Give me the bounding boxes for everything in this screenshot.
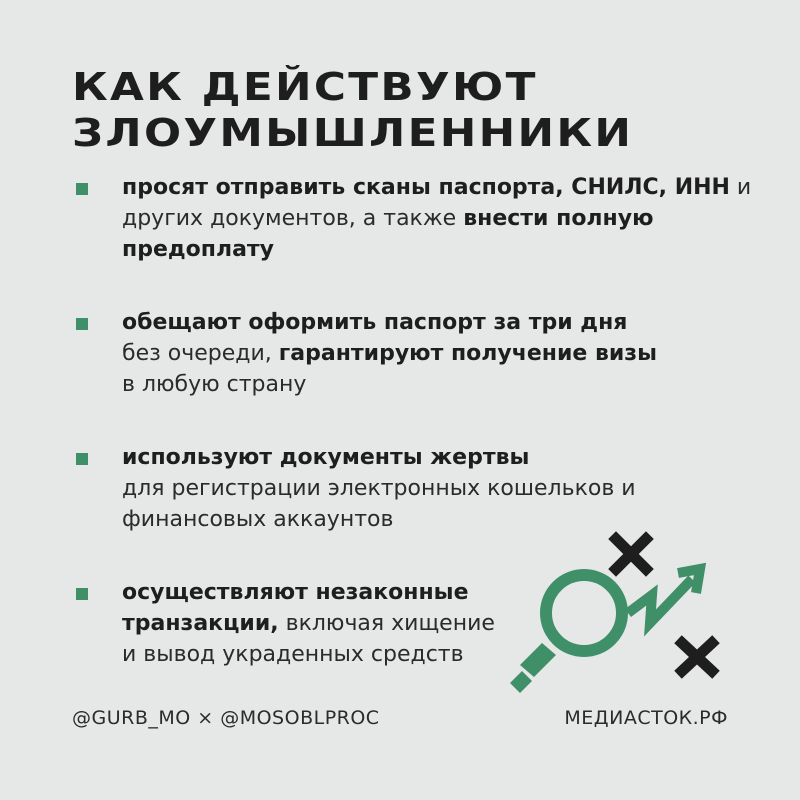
- item-text-bold: гарантируют получение визы: [278, 341, 657, 366]
- bullet-marker: [76, 453, 88, 465]
- item-text-bold: обещают оформить паспорт за три дня: [122, 310, 628, 335]
- item-text-bold: используют документы жертвы: [122, 445, 530, 470]
- bullet-marker: [76, 183, 88, 195]
- title-line-1: КАК ДЕЙСТВУЮТ: [72, 65, 538, 109]
- list-item: [72, 172, 752, 265]
- arrow-icon: [628, 569, 700, 623]
- list-item: [72, 442, 752, 535]
- cross-icon: [682, 643, 712, 671]
- social-accounts: @GURB_MO × @MOSOBLPROC: [72, 707, 380, 729]
- item-text: без очереди,: [122, 341, 279, 366]
- list-item: [72, 577, 512, 670]
- item-text: включая хищение и вывод украденных средств: [122, 611, 495, 667]
- item-text-bold: осуществляют незаконные транзакции,: [122, 580, 469, 636]
- cross-icon: [616, 539, 646, 569]
- fraud-illustration: [500, 525, 740, 705]
- page-title: [72, 64, 633, 156]
- title-line-2: ЗЛОУМЫШЛЕННИКИ: [72, 111, 634, 155]
- bullet-marker: [76, 318, 88, 330]
- bullet-marker: [76, 588, 88, 600]
- site-name: МЕДИАСТОК.РФ: [564, 707, 728, 729]
- item-text: в любую страну: [122, 372, 307, 397]
- item-text-bold: просят отправить сканы паспорта, СНИЛС, ИНН: [122, 175, 730, 200]
- item-text: и других документов, а также: [122, 175, 752, 231]
- magnifier-icon: [510, 575, 622, 693]
- item-text: для регистрации электронных кошельков и финансовых аккаунтов: [122, 476, 636, 532]
- list-item: [72, 307, 752, 400]
- item-text-bold: внести полную предоплату: [122, 206, 654, 262]
